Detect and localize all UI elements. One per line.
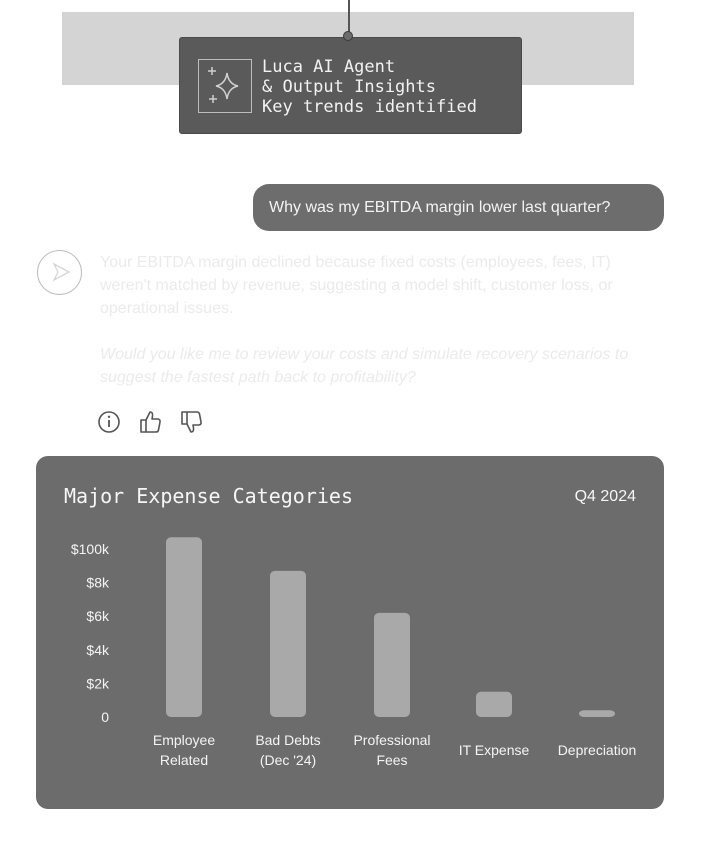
bar[interactable]: [476, 692, 512, 717]
thumbs-down-icon[interactable]: [179, 409, 205, 435]
y-tick-label: $6k: [86, 608, 109, 625]
y-tick-label: 0: [101, 709, 109, 725]
assistant-message: [100, 251, 660, 389]
x-category-label: Bad Debts: [255, 732, 321, 748]
x-category-label: Related: [159, 752, 209, 768]
x-category-label: Fees: [376, 752, 408, 768]
x-category-label: Professional: [353, 732, 431, 748]
y-tick-label: $8k: [86, 574, 109, 591]
agent-card-line-1: Luca AI Agent: [262, 57, 396, 77]
x-category-label: Employee: [152, 732, 216, 748]
chart-period: Q4 2024: [574, 488, 636, 505]
assistant-message-followup: Would you like me to review your costs and simulate recovery scenarios to suggest the fastest path back to profitability?: [100, 346, 629, 386]
connector-dot: [343, 31, 353, 41]
y-tick-label: $2k: [86, 675, 109, 692]
x-category-label: (Dec '24): [259, 752, 317, 768]
bar[interactable]: [579, 710, 615, 717]
assistant-avatar: [37, 250, 82, 295]
assistant-message-body: Your EBITDA margin declined because fixed costs (employees, fees, IT) weren't matched by revenue, suggesting a model shift, customer loss, or operational issues.: [100, 254, 613, 317]
expense-bar-chart: [36, 456, 664, 809]
connector-line: [348, 0, 350, 32]
expense-chart-card: [36, 456, 664, 809]
agent-card-line-3: Key trends identified: [262, 97, 477, 117]
y-tick-label: $4k: [86, 641, 109, 658]
y-tick-label: $100k: [70, 541, 109, 557]
x-category-label: Depreciation: [557, 742, 637, 758]
agent-card-line-2: & Output Insights: [262, 77, 436, 97]
agent-card-text: [262, 57, 477, 117]
info-icon[interactable]: [97, 409, 123, 435]
user-message-bubble: Why was my EBITDA margin lower last quarter?: [253, 184, 664, 231]
chart-title: Major Expense Categories: [64, 484, 353, 508]
bar[interactable]: [270, 571, 306, 717]
bar[interactable]: [374, 613, 410, 717]
thumbs-up-icon[interactable]: [138, 409, 164, 435]
sparkle-icon: [198, 59, 252, 113]
x-category-label: IT Expense: [458, 742, 530, 758]
bar[interactable]: [166, 537, 202, 717]
agent-card: [179, 37, 522, 134]
